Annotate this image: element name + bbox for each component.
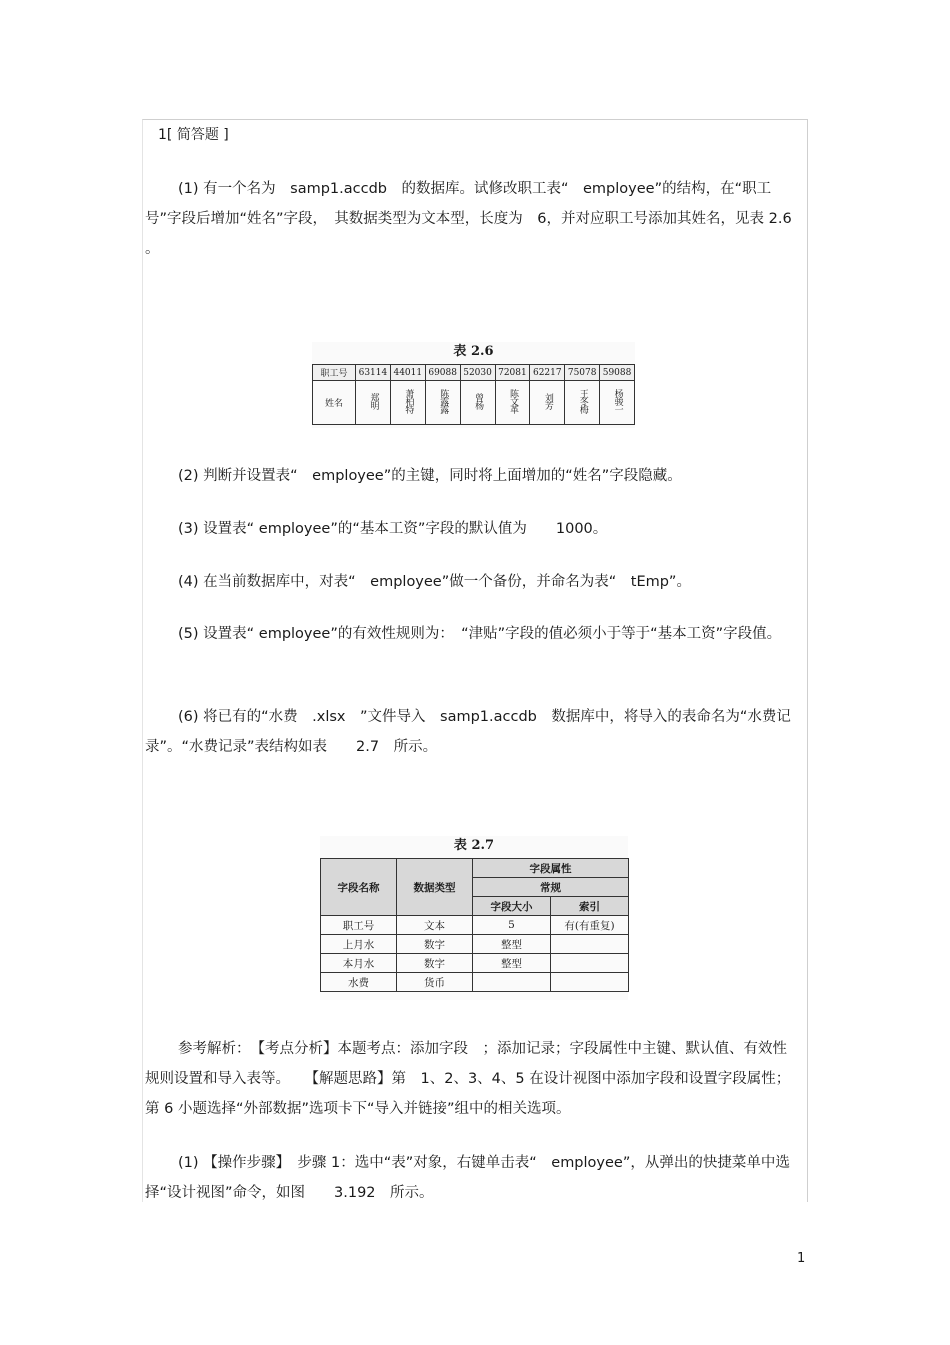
- paragraph-2: (2) 判断并设置表“ employee”的主键，同时将上面增加的“姓名”字段隐藏。: [178, 468, 682, 484]
- page-number: 1: [797, 1251, 806, 1266]
- table-cell: [495, 381, 530, 425]
- table-cell: [551, 973, 629, 992]
- name-text: 曾杨: [473, 393, 484, 409]
- table-cell: 72081: [495, 365, 530, 381]
- table-2-6-figure: [312, 342, 635, 428]
- table-cell: 职工号: [321, 916, 397, 935]
- table-row: [321, 859, 629, 878]
- paragraph-4: (4) 在当前数据库中，对表“ employee”做一个备份，并命名为表“ tEmp”。: [178, 574, 691, 590]
- analysis-paragraph: 参考解析： 【考点分析】本题考点：添加字段 ；添加记录；字段属性中主键、默认值、有效性规则设置和导入表等。 【解题思路】第 1、2、3、4、5 在设计视图中添加字段和设置字段属性；第 6 小题选择“外部数据”选项卡下“导入并链接”组中的相关选项。: [145, 1041, 791, 1117]
- table-cell: [473, 973, 551, 992]
- table-cell: 75078: [565, 365, 600, 381]
- table-cell: [565, 381, 600, 425]
- paragraph-5: (5) 设置表“ employee”的有效性规则为： “津贴”字段的值必须小于等于“基本工资”字段值。: [178, 626, 782, 642]
- name-text: 杨骏一: [612, 389, 623, 413]
- table-row: [313, 365, 635, 381]
- header-field-size: 字段大小: [473, 897, 551, 916]
- table-cell: 63114: [356, 365, 391, 381]
- name-text: 陈露露: [438, 389, 449, 413]
- table-cell: 整型: [473, 935, 551, 954]
- table-cell: 62217: [530, 365, 565, 381]
- table-row: [321, 954, 629, 973]
- header-field-name: 字段名称: [321, 859, 397, 916]
- name-text: 郑明: [368, 393, 379, 409]
- table-cell: 职工号: [313, 365, 356, 381]
- header-index: 索引: [551, 897, 629, 916]
- header-field-props: 字段属性: [473, 859, 629, 878]
- table-cell: 本月水: [321, 954, 397, 973]
- header-data-type: 数据类型: [397, 859, 473, 916]
- table-cell: [600, 381, 635, 425]
- table-cell: 文本: [397, 916, 473, 935]
- table-cell: 52030: [460, 365, 495, 381]
- table-cell: 44011: [390, 365, 425, 381]
- paragraph-6: (6) 将已有的“水费 .xlsx ”文件导入 samp1.accdb 数据库中，将导入的表命名为“水费记录”。“水费记录”表结构如表 2.7 所示。: [145, 709, 791, 755]
- table-cell: [551, 954, 629, 973]
- name-text: 陈文革: [507, 389, 518, 413]
- table-cell: 数字: [397, 935, 473, 954]
- table-cell: 5: [473, 916, 551, 935]
- table-cell: 上月水: [321, 935, 397, 954]
- paragraph-1: (1) 有一个名为 samp1.accdb 的数据库。试修改职工表“ employee”的结构，在“职工号”字段后增加“姓名”字段， 其数据类型为文本型，长度为 6，并对应职工号添加其姓名，见表 2.6 。: [145, 181, 792, 257]
- table-cell: 整型: [473, 954, 551, 973]
- question-header: 1[ 简答题 ]: [158, 127, 229, 143]
- table-row: [313, 381, 635, 425]
- table-cell: 有(有重复): [551, 916, 629, 935]
- paragraph-3: (3) 设置表“ employee”的“基本工资”字段的默认值为 1000。: [178, 521, 608, 537]
- table-cell: [551, 935, 629, 954]
- table-row: [321, 935, 629, 954]
- table-cell: 姓名: [313, 381, 356, 425]
- table-2-7: [320, 858, 629, 992]
- table-row: [321, 973, 629, 992]
- table-cell: 59088: [600, 365, 635, 381]
- step-paragraph: (1) 【操作步骤】 步骤 1：选中“表”对象，右键单击表“ employee”，从弹出的快捷菜单中选择“设计视图”命令，如图 3.192 所示。: [145, 1155, 790, 1201]
- table-row: [321, 916, 629, 935]
- name-text: 萧柏特: [403, 389, 414, 413]
- table-2-6-caption: 表 2.6: [453, 344, 494, 359]
- table-2-6: [312, 364, 635, 425]
- table-cell: 货币: [397, 973, 473, 992]
- table-cell: [390, 381, 425, 425]
- table-cell: 水费: [321, 973, 397, 992]
- name-text: 刘芳: [542, 393, 553, 409]
- table-cell: 69088: [425, 365, 460, 381]
- header-general: 常规: [473, 878, 629, 897]
- table-cell: [460, 381, 495, 425]
- table-cell: [530, 381, 565, 425]
- name-text: 王冬梅: [577, 389, 588, 413]
- table-cell: 数字: [397, 954, 473, 973]
- table-2-7-caption: 表 2.7: [453, 838, 495, 853]
- table-2-7-figure: [320, 836, 628, 1000]
- table-cell: [356, 381, 391, 425]
- table-cell: [425, 381, 460, 425]
